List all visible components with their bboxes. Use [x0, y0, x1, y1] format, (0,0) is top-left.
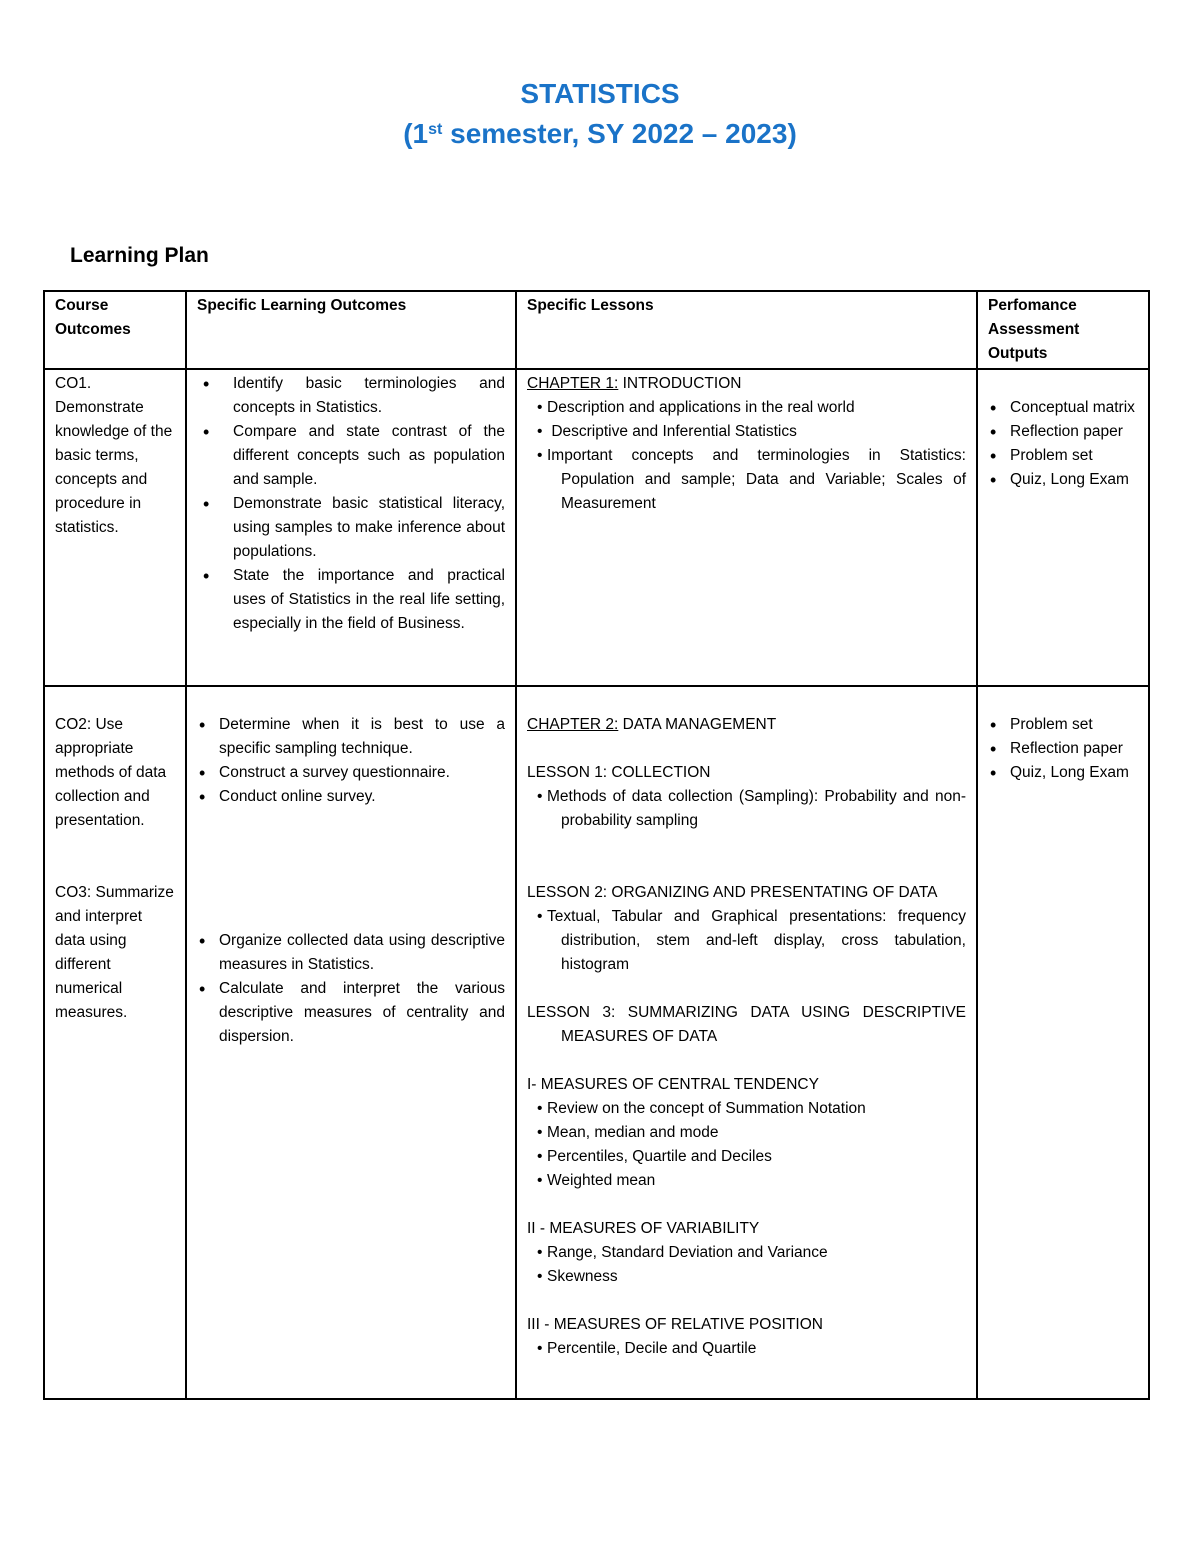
chapter-heading: CHAPTER 2: DATA MANAGEMENT: [527, 716, 777, 733]
list-item: • Conceptual matrix: [1010, 396, 1138, 420]
list-item: • Calculate and interpret the various descriptive measures of centrality and dispersion.: [219, 977, 505, 1049]
list-item: • Textual, Tabular and Graphical presentations: frequency distribution, stem and-left display, cross tabulation, histogram: [537, 908, 966, 973]
outputs-list: [988, 713, 1138, 785]
course-outcome-co1: CO1. Demonstrate knowledge of the basic terms, concepts and procedure in statistics.: [55, 375, 173, 536]
document-subtitle: (1st semester, SY 2022 – 2023): [403, 118, 797, 149]
chapter-heading: CHAPTER 1: INTRODUCTION: [527, 375, 742, 392]
document-title: STATISTICS: [520, 78, 680, 109]
list-item: • Demonstrate basic statistical literacy, using samples to make inference about populations.: [233, 492, 505, 564]
lessons-cell: [516, 686, 977, 1399]
list-item: • Compare and state contrast of the different concepts such as population and sample.: [233, 420, 505, 492]
lesson-title: LESSON 1: COLLECTION: [527, 764, 711, 781]
list-item: • Reflection paper: [1010, 737, 1138, 761]
list-item: • Identify basic terminologies and concepts in Statistics.: [233, 372, 505, 420]
learning-plan-table: [43, 290, 1150, 1400]
learning-outcomes-list: [197, 929, 505, 1049]
list-item: • Important concepts and terminologies in Statistics: Population and sample; Data and Variable; Scales of Measurement: [537, 447, 966, 512]
document-title-block: [0, 76, 1200, 156]
list-item: • Review on the concept of Summation Notation: [537, 1100, 866, 1117]
list-item: • Percentile, Decile and Quartile: [537, 1340, 757, 1357]
lesson-title: LESSON 3: SUMMARIZING DATA USING DESCRIPTIVE MEASURES OF DATA: [527, 1004, 966, 1045]
measure-heading: I- MEASURES OF CENTRAL TENDENCY: [527, 1076, 819, 1093]
learning-outcomes-list: [197, 713, 505, 809]
header-specific-lessons: Specific Lessons: [516, 291, 977, 369]
list-item: • Construct a survey questionnaire.: [219, 761, 505, 785]
header-course-outcomes: Course Outcomes: [44, 291, 186, 369]
lesson-title: LESSON 2: ORGANIZING AND PRESENTATING OF DATA: [527, 884, 938, 901]
list-item: • Problem set: [1010, 713, 1138, 737]
list-item: • Problem set: [1010, 444, 1138, 468]
course-outcome-cell: [44, 369, 186, 686]
table-row: [44, 686, 1149, 1399]
learning-outcomes-cell: [186, 369, 516, 686]
list-item: • Mean, median and mode: [537, 1124, 719, 1141]
list-item: • Skewness: [537, 1268, 618, 1285]
list-item: • Conduct online survey.: [219, 785, 505, 809]
list-item: • State the importance and practical uses of Statistics in the real life setting, especially in the field of Business.: [233, 564, 505, 636]
list-item: • Description and applications in the real world: [537, 399, 855, 416]
list-item: • Quiz, Long Exam: [1010, 468, 1138, 492]
list-item: • Range, Standard Deviation and Variance: [537, 1244, 828, 1261]
course-outcome-co2: CO2: Use appropriate methods of data collection and presentation.: [55, 716, 167, 829]
header-specific-learning-outcomes: Specific Learning Outcomes: [186, 291, 516, 369]
course-outcome-co3: CO3: Summarize and interpret data using different numerical measures.: [55, 884, 174, 1021]
list-item: • Organize collected data using descriptive measures in Statistics.: [219, 929, 505, 977]
header-performance-outputs: Perfomance Assessment Outputs: [977, 291, 1149, 369]
lessons-cell: [516, 369, 977, 686]
outputs-cell: [977, 369, 1149, 686]
list-item: • Methods of data collection (Sampling): Probability and non-probability sampling: [537, 788, 966, 829]
list-item: • Percentiles, Quartile and Deciles: [537, 1148, 772, 1165]
measure-heading: III - MEASURES OF RELATIVE POSITION: [527, 1316, 823, 1333]
list-item: • Quiz, Long Exam: [1010, 761, 1138, 785]
section-title: Learning Plan: [70, 244, 209, 267]
table-row: [44, 369, 1149, 686]
table-header-row: [44, 291, 1149, 369]
learning-outcomes-cell: [186, 686, 516, 1399]
learning-outcomes-list: [197, 372, 505, 636]
list-item: • Descriptive and Inferential Statistics: [537, 423, 797, 440]
list-item: • Reflection paper: [1010, 420, 1138, 444]
outputs-cell: [977, 686, 1149, 1399]
list-item: • Determine when it is best to use a specific sampling technique.: [219, 713, 505, 761]
list-item: • Weighted mean: [537, 1172, 656, 1189]
outputs-list: [988, 396, 1138, 492]
course-outcome-cell: [44, 686, 186, 1399]
measure-heading: II - MEASURES OF VARIABILITY: [527, 1220, 760, 1237]
